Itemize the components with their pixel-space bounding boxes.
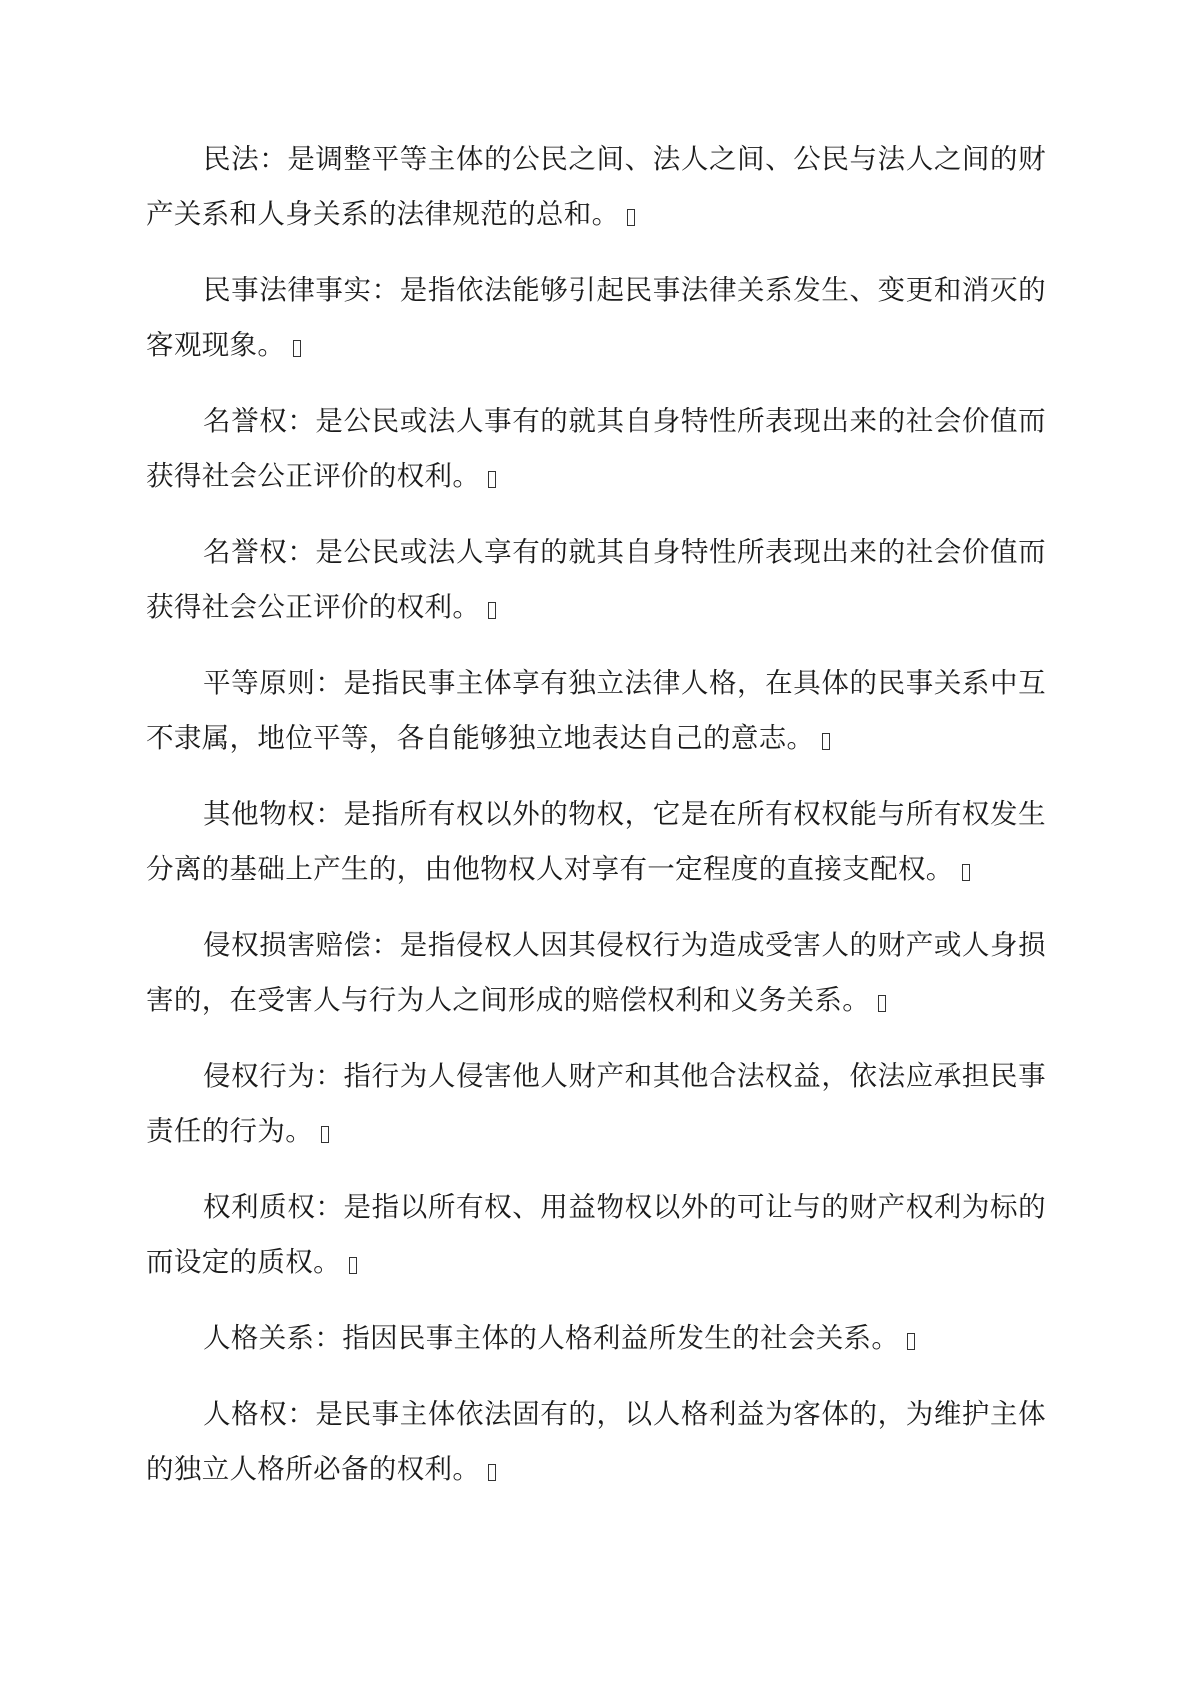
document-body: [146, 132, 1046, 1518]
paragraph-text: 侵权行为：指行为人侵害他人财产和其他合法权益，依法应承担民事责任的行为。: [146, 1060, 1046, 1147]
paragraph: [146, 918, 1046, 1028]
paragraph-text: 人格关系：指因民事主体的人格利益所发生的社会关系。: [203, 1322, 900, 1354]
paragraph-mark-icon: [488, 471, 496, 488]
paragraph-text: 权利质权：是指以所有权、用益物权以外的可让与的财产权利为标的而设定的质权。: [146, 1191, 1046, 1278]
paragraph-text: 侵权损害赔偿：是指侵权人因其侵权行为造成受害人的财产或人身损害的，在受害人与行为人之间形成的赔偿权利和义务关系。: [146, 929, 1046, 1016]
paragraph-mark-icon: [488, 602, 496, 619]
paragraph-text: 人格权：是民事主体依法固有的，以人格利益为客体的，为维护主体的独立人格所必备的权利。: [146, 1398, 1046, 1485]
paragraph-mark-icon: [321, 1126, 329, 1143]
paragraph-mark-icon: [349, 1257, 357, 1274]
paragraph-text: 其他物权：是指所有权以外的物权，它是在所有权权能与所有权发生分离的基础上产生的，由他物权人对享有一定程度的直接支配权。: [146, 798, 1046, 885]
paragraph-mark-icon: [962, 864, 970, 881]
paragraph: [146, 1387, 1046, 1497]
paragraph-mark-icon: [822, 733, 830, 750]
paragraph: [146, 525, 1046, 635]
paragraph: [146, 1311, 1046, 1366]
paragraph: [146, 394, 1046, 504]
paragraph: [146, 263, 1046, 373]
paragraph-text: 民法：是调整平等主体的公民之间、法人之间、公民与法人之间的财产关系和人身关系的法律规范的总和。: [146, 143, 1046, 230]
paragraph-mark-icon: [627, 209, 635, 226]
paragraph-text: 平等原则：是指民事主体享有独立法律人格，在具体的民事关系中互不隶属，地位平等，各自能够独立地表达自己的意志。: [146, 667, 1046, 754]
paragraph: [146, 787, 1046, 897]
paragraph-text: 名誉权：是公民或法人事有的就其自身特性所表现出来的社会价值而获得社会公正评价的权利。: [146, 405, 1046, 492]
paragraph-text: 名誉权：是公民或法人享有的就其自身特性所表现出来的社会价值而获得社会公正评价的权利。: [146, 536, 1046, 623]
paragraph: [146, 1049, 1046, 1159]
paragraph-text: 民事法律事实：是指依法能够引起民事法律关系发生、变更和消灭的客观现象。: [146, 274, 1046, 361]
paragraph: [146, 1180, 1046, 1290]
paragraph-mark-icon: [488, 1464, 496, 1481]
paragraph: [146, 132, 1046, 242]
paragraph-mark-icon: [293, 340, 301, 357]
paragraph-mark-icon: [878, 995, 886, 1012]
paragraph-mark-icon: [907, 1333, 915, 1350]
paragraph: [146, 656, 1046, 766]
